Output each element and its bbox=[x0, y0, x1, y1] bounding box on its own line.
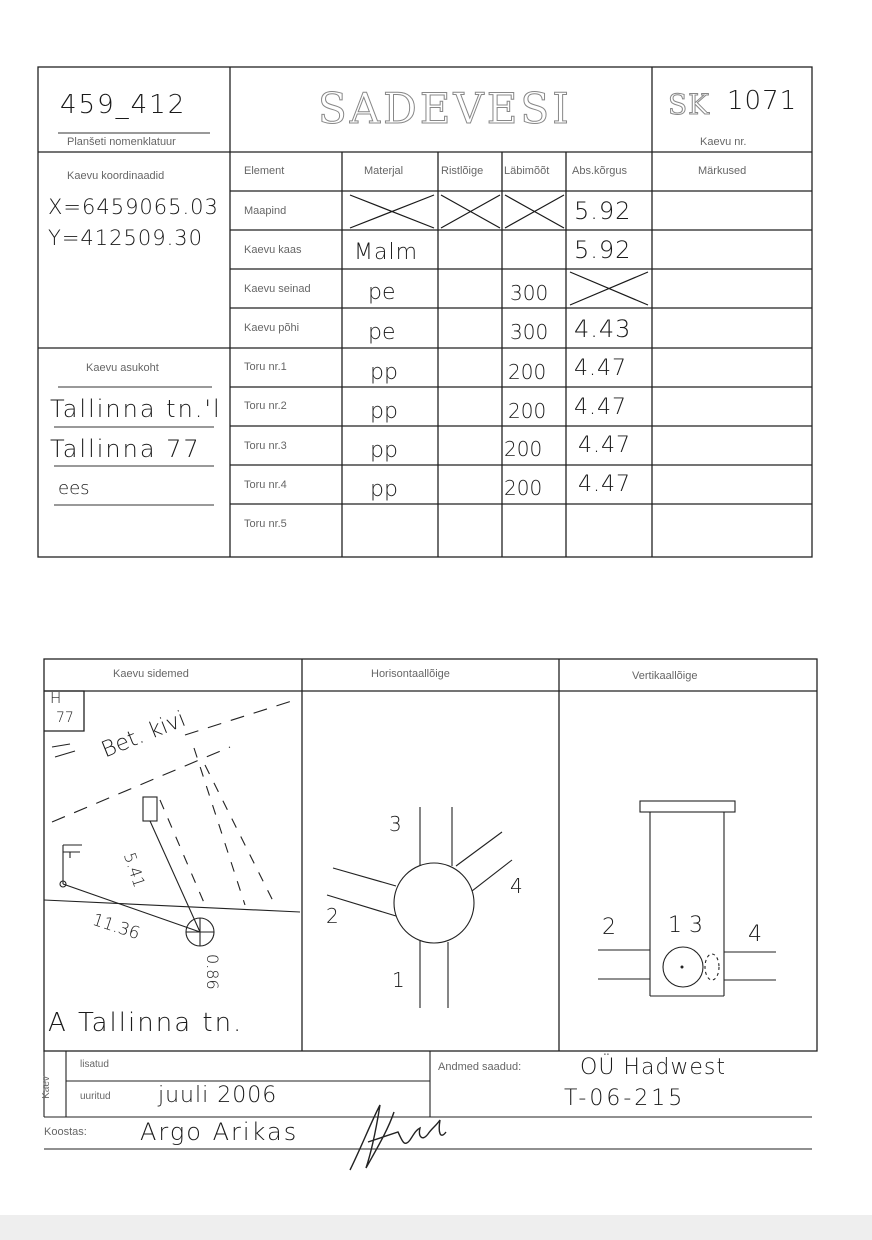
cell-diameter: 200 bbox=[508, 399, 547, 423]
cell-material: pp bbox=[370, 477, 398, 502]
cell-material: pe bbox=[368, 320, 396, 345]
stone-label: Bet. kivi bbox=[98, 706, 190, 764]
cell-height: 4.43 bbox=[574, 315, 632, 343]
distance-1: 5.41 bbox=[119, 850, 150, 890]
house-letter: H bbox=[50, 689, 62, 707]
header-notes: Märkused bbox=[698, 165, 747, 177]
row-element: Kaevu seinad bbox=[244, 283, 311, 295]
pipe-label-2: 2 bbox=[326, 904, 339, 928]
location-line-1: Tallinna tn.'l bbox=[50, 395, 222, 423]
well-number-label: Kaevu nr. bbox=[700, 136, 747, 148]
cell-diameter: 200 bbox=[504, 437, 543, 461]
header-cross-section: Ristlõige bbox=[441, 165, 484, 177]
cell-height: 4.47 bbox=[574, 395, 627, 420]
distance-2: 11.36 bbox=[89, 910, 143, 945]
added-label: lisatud bbox=[80, 1059, 109, 1070]
vpipe-label-2: 2 bbox=[602, 915, 616, 940]
cell-height: 5.92 bbox=[574, 236, 632, 264]
house-number: 77 bbox=[56, 710, 74, 726]
header-abs-height: Abs.kõrgus bbox=[572, 165, 628, 177]
well-prefix: SK bbox=[668, 88, 711, 121]
form-title: SADEVESI bbox=[318, 84, 572, 133]
row-element: Maapind bbox=[244, 205, 287, 217]
ties-label: Kaevu sidemed bbox=[113, 668, 189, 680]
coordinate-y: Y=412509.30 bbox=[48, 226, 203, 250]
coordinate-x: X=6459065.03 bbox=[48, 195, 219, 219]
cell-material: pp bbox=[370, 438, 398, 463]
distance-3: 0.86 bbox=[203, 954, 222, 990]
row-element: Toru nr.3 bbox=[244, 440, 287, 452]
coordinates-label: Kaevu koordinaadid bbox=[67, 170, 165, 182]
cell-diameter: 200 bbox=[508, 360, 547, 384]
well-number: 1071 bbox=[727, 86, 798, 116]
row-element: Toru nr.2 bbox=[244, 400, 287, 412]
cell-diameter: 200 bbox=[504, 476, 543, 500]
row-element: Kaevu kaas bbox=[244, 244, 302, 256]
footer-side-label: Kaev bbox=[40, 1076, 52, 1099]
cell-diameter: 300 bbox=[510, 320, 549, 344]
cell-height: 5.92 bbox=[574, 197, 632, 225]
cell-height: 4.47 bbox=[574, 356, 627, 381]
checked-value: juuli 2006 bbox=[158, 1083, 278, 1108]
vertical-label: Vertikaallõige bbox=[632, 670, 698, 682]
cell-material: pp bbox=[370, 360, 398, 385]
pipe-label-4: 4 bbox=[510, 874, 523, 898]
cell-material: pp bbox=[370, 399, 398, 424]
checked-label: uuritud bbox=[80, 1091, 111, 1102]
data-company: OÜ Hadwest bbox=[580, 1055, 727, 1080]
data-code: T-06-215 bbox=[564, 1086, 686, 1111]
cell-diameter: 300 bbox=[510, 281, 549, 305]
author-value: Argo Arikas bbox=[140, 1118, 299, 1146]
row-element: Kaevu põhi bbox=[244, 322, 300, 334]
street-label: A Tallinna tn. bbox=[48, 1008, 244, 1038]
location-line-2: Tallinna 77 bbox=[50, 435, 201, 463]
vpipe-label-13: 1 3 bbox=[668, 913, 703, 938]
horizontal-label: Horisontaallõige bbox=[371, 668, 450, 680]
cell-material: Malm bbox=[354, 240, 419, 265]
location-label: Kaevu asukoht bbox=[86, 362, 159, 374]
vpipe-label-4: 4 bbox=[748, 922, 762, 947]
row-element: Toru nr.5 bbox=[244, 518, 287, 530]
data-source-label: Andmed saadud: bbox=[438, 1061, 522, 1073]
header-diameter: Läbimõõt bbox=[504, 165, 550, 177]
header-element: Element bbox=[244, 165, 285, 177]
row-element: Toru nr.1 bbox=[244, 361, 287, 373]
pipe-label-1: 1 bbox=[392, 968, 405, 992]
cell-height: 4.47 bbox=[578, 433, 631, 458]
cell-height: 4.47 bbox=[578, 472, 631, 497]
author-label: Koostas: bbox=[44, 1126, 87, 1138]
nomenclature-value: 459_412 bbox=[60, 90, 187, 120]
row-element: Toru nr.4 bbox=[244, 479, 287, 491]
pipe-label-3: 3 bbox=[389, 812, 402, 836]
scan-bottom-band bbox=[0, 1215, 872, 1240]
nomenclature-label: Planšeti nomenklatuur bbox=[67, 136, 176, 148]
location-line-3: ees bbox=[58, 478, 90, 499]
header-material: Materjal bbox=[364, 165, 404, 177]
cell-material: pe bbox=[368, 280, 396, 305]
